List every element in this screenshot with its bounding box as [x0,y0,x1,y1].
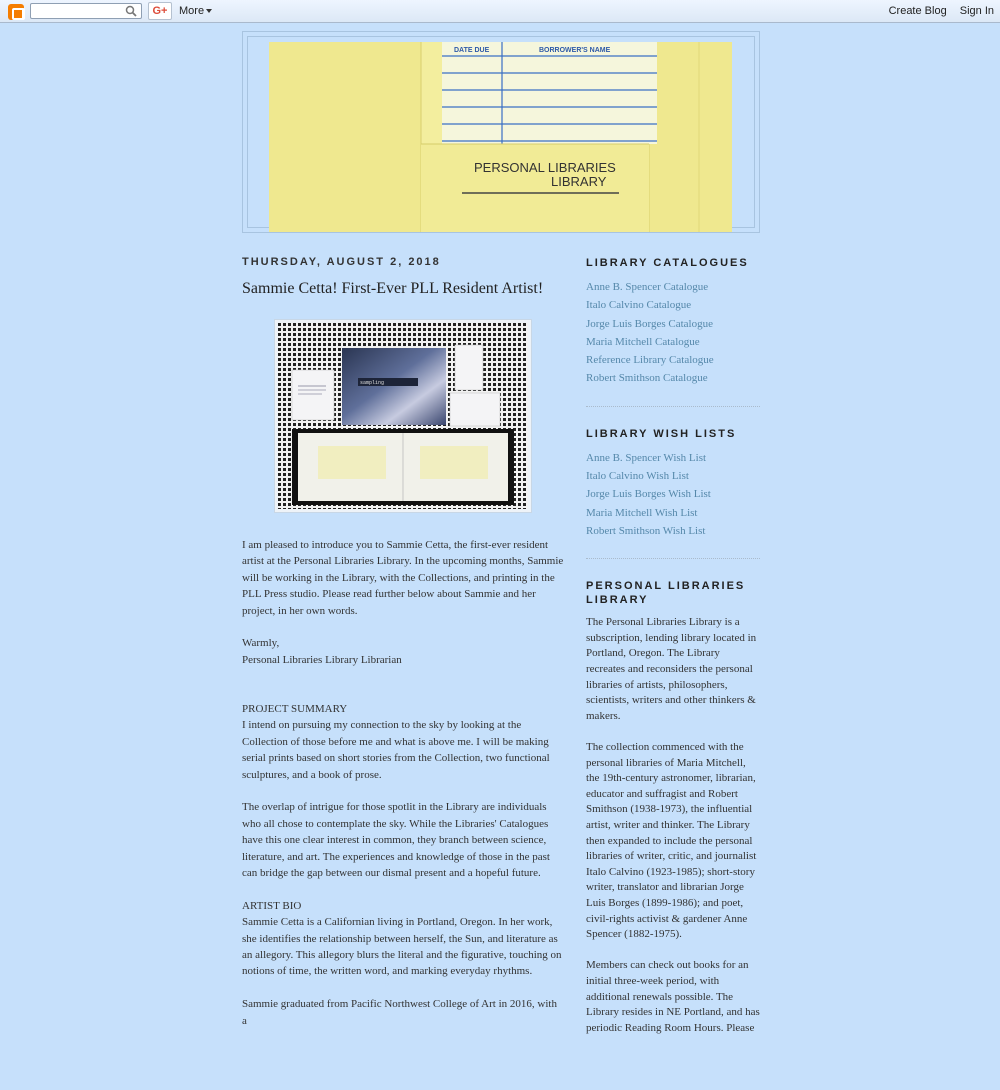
catalogue-link-smithson[interactable]: Robert Smithson Catalogue [586,372,708,385]
header-inner-frame [247,36,755,228]
bio-heading: ARTIST BIO [242,899,302,912]
blog-header [242,31,760,233]
more-menu-button[interactable]: More [179,5,205,17]
post-signoff-2: Personal Libraries Library Librarian [242,653,402,666]
header-image[interactable] [269,42,732,232]
about-widget [586,579,760,1070]
wishlist-link-borges[interactable]: Jorge Luis Borges Wish List [586,488,711,501]
post-intro: I am pleased to introduce you to Sammie Cetta, the first-ever resident artist at the Personal Libraries Library. In the upcoming months, Sammie will be working in the Library, with the Collections, and printing in the PLL Press studio. Please read further below about Sammie and her project, in her own words. [242,539,564,617]
post-signoff-1: Warmly, [242,637,280,650]
catalogues-widget [586,256,760,407]
main-column [242,256,564,1045]
google-plus-button[interactable]: G+ [148,2,172,20]
catalogue-link-reference[interactable]: Reference Library Catalogue [586,354,714,367]
post-image[interactable] [278,323,528,509]
post-image-frame[interactable] [274,319,532,513]
chevron-down-icon [206,9,212,13]
post-body [242,537,564,1029]
post-title[interactable]: Sammie Cetta! First-Ever PLL Resident Artist! [242,280,544,297]
sidebar [586,256,760,1090]
catalogue-link-spencer[interactable]: Anne B. Spencer Catalogue [586,281,709,293]
bio-paragraph-2: Sammie graduated from Pacific Northwest College of Art in 2016, with a [242,998,557,1027]
summary-paragraph-1: I intend on pursuing my connection to the sky by looking at the Collection of those before me and what is above me. I will be making serial prints based on short stories from the Collection, two functional sculptures, and a book of prose. [242,719,550,781]
about-title: PERSONAL LIBRARIES LIBRARY [586,580,746,607]
create-blog-link[interactable]: Create Blog [888,5,947,17]
catalogues-title: LIBRARY CATALOGUES [586,257,749,269]
card-date-due-label: DATE DUE [454,47,490,54]
blogger-logo-icon[interactable] [8,4,24,20]
post-date: THURSDAY, AUGUST 2, 2018 [242,256,441,268]
catalogue-link-calvino[interactable]: Italo Calvino Catalogue [586,299,692,312]
catalogue-link-borges[interactable]: Jorge Luis Borges Catalogue [586,317,713,330]
about-paragraph-2: The collection commenced with the personal libraries of Maria Mitchell, the 19th-century astronomer, librarian, educator and suffragist and Robert Smithson (1938-1973), the influential artist, writer and thinker. The Library then expanded to include the personal libraries of writer, critic, and journalist Italo Calvino (1923-1985); short-story writer, translator and librarian Jorge Luis Borges (1899-1986); and poet, civil-rights activist & gardener Anne Spencer (1882-1975). [586,741,757,941]
summary-paragraph-2: The overlap of intrigue for those spotlit in the Library are individuals who all chose to contemplate the sky. While the Libraries' Catalogues have this one clear interest in common, they branch between science, literature, and art. The experiences and knowledge of those in the past can bridge the gap between our dismal present and a hopeful future. [242,801,550,880]
about-paragraph-1: The Personal Libraries Library is a subscription, lending library located in Portland, Oregon. The Library recreates and reconsiders the personal libraries of artists, philosophers, scientists, writers and other thinkers & makers. [586,616,757,722]
wishlist-link-mitchell[interactable]: Maria Mitchell Wish List [586,506,698,519]
search-icon[interactable] [125,5,137,17]
wishlist-link-smithson[interactable]: Robert Smithson Wish List [586,524,706,537]
wishlist-link-spencer[interactable]: Anne B. Spencer Wish List [586,451,707,464]
summary-heading: PROJECT SUMMARY [242,703,348,716]
catalogue-link-mitchell[interactable]: Maria Mitchell Catalogue [586,335,700,348]
card-title-line2: LIBRARY [551,174,607,189]
wishlists-widget [586,427,760,559]
blogger-navbar [0,0,1000,23]
card-title-line1: PERSONAL LIBRARIES [474,160,616,175]
card-borrower-label: BORROWER'S NAME [539,47,611,54]
wishlists-title: LIBRARY WISH LISTS [586,427,737,440]
bio-paragraph-1: Sammie Cetta is a Californian living in Portland, Oregon. In her work, she identifies the relationship between herself, the Sun, and literature as an allegory. This allegory blurs the literal and the figurative, touching on notions of time, the written word, and marking everyday rhythms. [242,916,562,978]
about-paragraph-3: Members can check out books for an initial three-week period, with additional renewals possible. The Library resides in NE Portland, and has periodic Reading Room Hours. Please [586,959,760,1034]
print-word: sampling [360,380,385,386]
sign-in-link[interactable]: Sign In [959,5,994,17]
wishlist-link-calvino[interactable]: Italo Calvino Wish List [586,470,689,483]
